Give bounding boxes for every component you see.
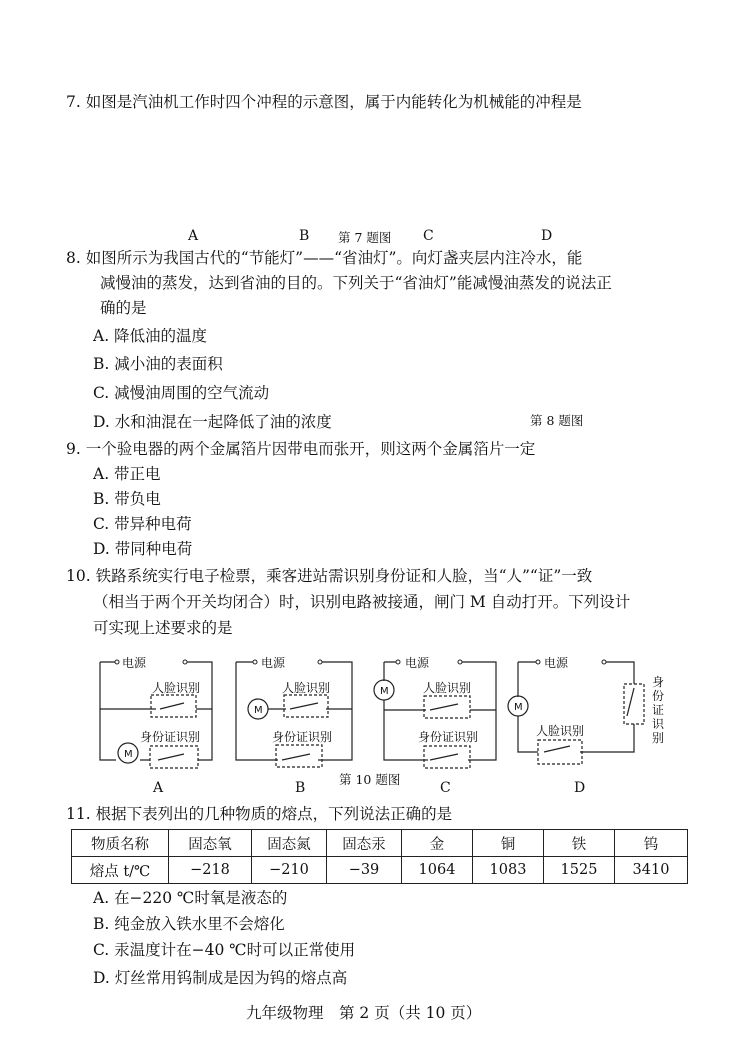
circuit-a-motor-label: M bbox=[124, 749, 133, 760]
q10-line3: 可实现上述要求的是 bbox=[93, 619, 233, 637]
table-cell: −218 bbox=[169, 857, 252, 884]
melting-point-table bbox=[71, 829, 688, 884]
circuit-a-id-label: 身份证识别 bbox=[140, 730, 201, 744]
table-cell: 钨 bbox=[615, 830, 688, 857]
table-cell: 固态汞 bbox=[327, 830, 402, 857]
q7-label-b: B bbox=[299, 228, 310, 244]
circuit-a-wires bbox=[100, 662, 212, 760]
q10-label-d: D bbox=[574, 780, 586, 796]
table-cell: 1525 bbox=[544, 857, 615, 884]
q7-caption: 第 7 题图 bbox=[338, 230, 392, 245]
table-cell: −39 bbox=[327, 857, 402, 884]
q9-option-a: A. 带正电 bbox=[93, 465, 161, 483]
table-cell: 铁 bbox=[544, 830, 615, 857]
circuit-c-id-box bbox=[424, 746, 470, 768]
table-cell: 3410 bbox=[615, 857, 688, 884]
table-cell: 1064 bbox=[402, 857, 473, 884]
table-header-row bbox=[72, 830, 688, 857]
circuit-a-power-label: 电源 bbox=[122, 656, 147, 670]
q9-option-d: D. 带同种电荷 bbox=[93, 540, 193, 558]
table-cell: 金 bbox=[402, 830, 473, 857]
table-cell: −210 bbox=[252, 857, 327, 884]
q10-label-c: C bbox=[440, 780, 451, 796]
circuit-d-motor-label: M bbox=[514, 702, 523, 713]
q8-option-c: C. 减慢油周围的空气流动 bbox=[93, 384, 270, 402]
circuit-d-id-char-2: 份 bbox=[652, 689, 665, 703]
q11-option-d: D. 灯丝常用钨制成是因为钨的熔点高 bbox=[93, 969, 348, 987]
circuit-b-id-label: 身份证识别 bbox=[272, 730, 333, 744]
q8-line3: 确的是 bbox=[100, 299, 147, 317]
q11-option-c: C. 汞温度计在−40 ℃时可以正常使用 bbox=[93, 941, 356, 959]
circuit-d-face-switch bbox=[544, 746, 570, 752]
q7-label-d: D bbox=[541, 228, 553, 244]
circuit-b-face-switch bbox=[290, 703, 318, 709]
q8-option-b: B. 减小油的表面积 bbox=[93, 355, 223, 373]
q7-label-c: C bbox=[423, 228, 434, 244]
circuit-d-face-label: 人脸识别 bbox=[536, 724, 585, 738]
q7-label-a: A bbox=[188, 228, 199, 244]
table-cell: 熔点 t/℃ bbox=[72, 857, 169, 884]
q8-caption: 第 8 题图 bbox=[530, 413, 584, 428]
q11-option-b: B. 纯金放入铁水里不会熔化 bbox=[93, 915, 285, 933]
circuit-c-id-label: 身份证识别 bbox=[418, 730, 479, 744]
q10-line2: （相当于两个开关均闭合）时，识别电路被接通，闸门 M 自动打开。下列设计 bbox=[93, 593, 631, 611]
q8-line1: 8. 如图所示为我国古代的“节能灯”——“省油灯”。向灯盏夹层内注冷水，能 bbox=[66, 249, 583, 267]
q10-line1: 10. 铁路系统实行电子检票，乘客进站需识别身份证和人脸，当“人”“证”一致 bbox=[66, 567, 593, 585]
q10-label-b: B bbox=[295, 780, 306, 796]
q8-line2: 减慢油的蒸发，达到省油的目的。下列关于“省油灯”能减慢油蒸发的说法正 bbox=[100, 274, 612, 292]
q8-option-d: D. 水和油混在一起降低了油的浓度 bbox=[93, 413, 332, 431]
q10-caption: 第 10 题图 bbox=[339, 772, 401, 787]
table-cell: 铜 bbox=[473, 830, 544, 857]
q11-option-a: A. 在−220 ℃时氧是液态的 bbox=[93, 889, 288, 907]
circuit-c-id-switch bbox=[430, 754, 458, 760]
circuit-b-power-label: 电源 bbox=[261, 656, 286, 670]
circuit-c-motor-label: M bbox=[380, 686, 389, 697]
circuit-d-id-char-5: 别 bbox=[652, 731, 665, 745]
circuit-d-id-char-3: 证 bbox=[652, 703, 665, 717]
circuit-c-wires bbox=[384, 662, 496, 760]
q9-option-c: C. 带异种电荷 bbox=[93, 515, 192, 533]
circuit-a-face-switch bbox=[160, 703, 184, 709]
circuit-c-face-label: 人脸识别 bbox=[423, 681, 472, 695]
circuit-a-face-label: 人脸识别 bbox=[152, 681, 201, 695]
circuit-d-id-switch bbox=[627, 688, 634, 716]
q10-label-a: A bbox=[153, 780, 164, 796]
table-row bbox=[72, 857, 688, 884]
circuit-b-id-switch bbox=[282, 754, 310, 760]
circuit-c-face-box bbox=[424, 696, 470, 718]
q8-option-a: A. 降低油的温度 bbox=[93, 327, 208, 345]
circuit-c-face-switch bbox=[430, 704, 458, 710]
circuit-b-motor-label: M bbox=[254, 705, 263, 716]
circuit-d-power-label: 电源 bbox=[544, 656, 569, 670]
table-cell: 物质名称 bbox=[72, 830, 169, 857]
table-cell: 固态氧 bbox=[169, 830, 252, 857]
circuit-d-wires bbox=[518, 662, 634, 752]
circuit-b-face-label: 人脸识别 bbox=[282, 681, 331, 695]
circuit-a-id-switch bbox=[158, 754, 184, 760]
table-cell: 1083 bbox=[473, 857, 544, 884]
q7-text: 7. 如图是汽油机工作时四个冲程的示意图，属于内能转化为机械能的冲程是 bbox=[66, 93, 582, 111]
circuit-d-id-char-1: 身 bbox=[652, 675, 665, 689]
circuit-c-power-label: 电源 bbox=[405, 656, 430, 670]
page-footer: 九年级物理 第 2 页（共 10 页） bbox=[246, 1004, 482, 1022]
q11-text: 11. 根据下表列出的几种物质的熔点，下列说法正确的是 bbox=[66, 805, 453, 823]
q9-text: 9. 一个验电器的两个金属箔片因带电而张开，则这两个金属箔片一定 bbox=[66, 440, 536, 458]
q9-option-b: B. 带负电 bbox=[93, 490, 161, 508]
circuit-d-id-char-4: 识 bbox=[652, 717, 665, 731]
table-cell: 固态氮 bbox=[252, 830, 327, 857]
circuit-a-id-box bbox=[150, 746, 198, 768]
